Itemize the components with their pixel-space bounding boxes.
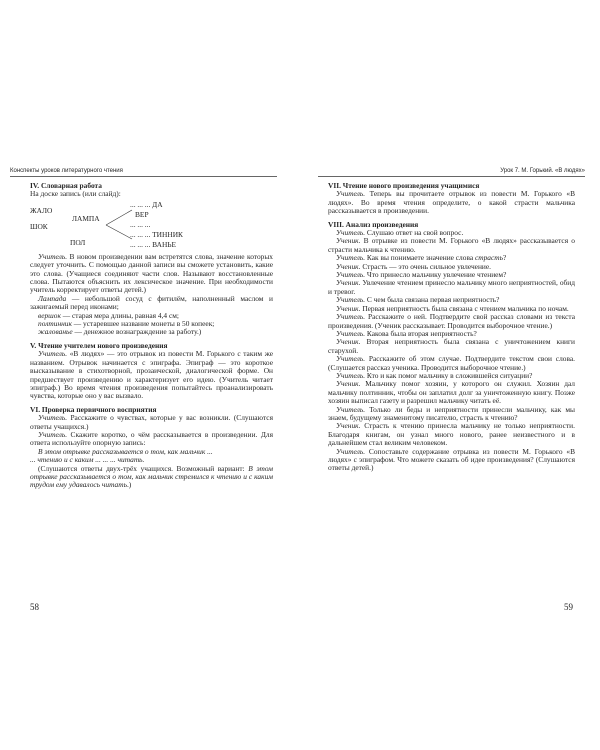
paragraph: Учитель. «В людях» — это отрывок из повести М. Горького с таким же названием. Отрывок начинается с эпиграфа. Эпиграф — это короткое высказывание в стихотворной, прозаической, диалогической форме. Он предшествует произведению и характеризует его идею. (Учитель читает эпиграф.) Во время чтения произведения попытайтесь проанализировать чувства, которые оно у вас вызвало. [30, 349, 273, 401]
teacher-line: Учитель. Что принесло мальчику увлечение чтением? [336, 270, 507, 280]
teacher-line: Учитель. Сопоставьте содержание отрывка из повести М. Горького «В людях» с эпиграфом. Что можете сказать об идее произведения? (Слушаются ответы детей.) [328, 446, 575, 473]
paragraph: (Слушаются ответы двух-трёх учащихся. Возможный вариант: В этом отрывке рассказывается о том, как мальчик стремился к чтению и с каким трудом ему удавалось читать.) [30, 463, 273, 490]
student-line: Ученик. Увлечение чтением принесло мальчику много неприятностей, обид и тревог. [328, 278, 575, 296]
page-number: 59 [564, 602, 573, 612]
answer-template: ... чтению и с каким ... ... ... читать. [30, 455, 145, 465]
speaker-label: Учитель. [336, 189, 366, 199]
section-heading-8: VIII. Анализ произведения [328, 219, 419, 229]
section-heading-7: VII. Чтение нового произведения учащимися [328, 181, 480, 190]
diagram-line-bottom [106, 225, 132, 239]
student-line: Ученик. В отрывке из повести М. Горького «В людях» рассказывается о страсти мальчика к чтению. [328, 236, 575, 254]
teacher-line: Учитель. Расскажите об этом случае. Подтвердите текстом свои слова. (Слушается рассказ ученика. Проводится выборочное чтение.) [328, 354, 575, 372]
diagram-right-word: ... ... ... ВАНЬЕ [130, 239, 177, 249]
diagram-left-word: ЖАЛО [30, 205, 53, 215]
right-page-content [328, 182, 575, 473]
board-intro: На доске запись (или слайд): [30, 189, 121, 199]
section-heading-6: VI. Проверка первичного восприятия [30, 404, 157, 414]
student-line: Ученик. Вторая неприятность была связана с уничтожением книги старухой. [328, 337, 575, 355]
teacher-line: Учитель. С чем была связана первая неприятность? [336, 295, 500, 305]
teacher-line: Учитель. Расскажите о ней. Подтвердите свой рассказ словами из текста произведения. (Ученик рассказывает. Проводится выборочное чтение.) [328, 312, 575, 330]
speaker-label: Учитель. [38, 251, 68, 261]
left-page [10, 167, 277, 612]
paragraph: Учитель. Теперь вы прочитаете отрывок из повести М. Горького «В людях». Во время чтения определите, о какой страсти мальчика рассказывается в произведении. [328, 189, 575, 216]
paragraph: Учитель. Расскажите о чувствах, которые у вас возникли. (Слушаются ответы учащихся.) [30, 413, 273, 431]
definition: полтинник — устаревшее название монеты в 50 копеек; [38, 319, 215, 329]
diagram-center-word: ЛАМПА [72, 213, 100, 223]
page-number: 58 [30, 602, 39, 612]
right-page [318, 167, 585, 612]
paragraph: Учитель. В новом произведении вам встретятся слова, значение которых следует уточнить. С помощью данной записи вы сможете установить, какие это слова. (Учащиеся соединяют части слов. Называют восстановленные слова. Пытаются объяснить их лексическое значение. При необходимости учитель корректирует ответы детей.) [30, 251, 273, 295]
diagram-right-word: ... ... ... [130, 219, 151, 229]
speaker-label: Учитель. [38, 429, 68, 439]
diagram-left-word: ШОК [30, 221, 48, 231]
student-line: Ученик. Страсть к чтению принесла мальчику не только неприятности. Благодаря книгам, он узнал много нового, ранее неизвестного и в дальнейшем стал великим человеком. [328, 421, 575, 448]
teacher-line: Учитель. Только ли беды и неприятности принесли мальчику, как мы знаем, будущему знаменитому писателю, страсть к чтению? [328, 404, 575, 422]
diagram-right-syllable: ВЕР [135, 209, 149, 219]
answer-template: В этом отрывке рассказывается о том, как мальчик ... [38, 446, 213, 456]
diagram-lines [30, 201, 210, 251]
running-head-right: Урок 7. М. Горький. «В людях» [318, 167, 585, 177]
paragraph: Учитель. Скажите коротко, о чём рассказывается в произведении. Для ответа используйте опорную запись: [30, 429, 273, 448]
definition: Лампада — небольшой сосуд с фитилём, наполненный маслом и зажигаемый перед иконами; [30, 293, 273, 312]
student-line: Ученик. Страсть — это очень сильное увлечение. [336, 261, 491, 271]
definition: вершок — старая мера длины, равная 4,4 см; [38, 310, 179, 320]
diagram-line-top [106, 210, 132, 225]
left-page-content [30, 182, 273, 490]
teacher-line: Учитель. Какова была вторая неприятность? [336, 328, 477, 338]
teacher-line: Учитель. Слушаю ответ на свой вопрос. [336, 228, 464, 238]
teacher-line: Учитель. Кто и как помог мальчику в сложившейся ситуации? [336, 370, 533, 380]
teacher-line: Учитель. Как вы понимаете значение слова страсть? [336, 253, 507, 263]
speaker-label: Учитель. [38, 349, 68, 359]
speaker-label: Учитель. [38, 413, 68, 423]
running-head-left: Конспекты уроков литературного чтения [10, 167, 277, 177]
word-diagram [30, 201, 273, 251]
diagram-right-word: ... ... ... ДА [130, 199, 163, 209]
diagram-left-word: ПОЛ [70, 237, 86, 247]
student-line: Ученик. Мальчику помог хозяин, у которого он служил. Хозяин дал мальчику полтинник, чтобы он заплатил долг за уничтоженную книгу. Позже хозяин выписал газету и разрешил мальчику читать её. [328, 379, 575, 406]
student-line: Ученик. Первая неприятность была связана с чтением мальчика по ночам. [336, 303, 569, 313]
section-heading-4: IV. Словарная работа [30, 181, 102, 190]
definition: жалованье — денежное вознаграждение за работу.) [38, 327, 202, 337]
section-heading-5: V. Чтение учителем нового произведения [30, 340, 168, 350]
diagram-right-word: ... ... ... ТИННИК [130, 229, 183, 239]
